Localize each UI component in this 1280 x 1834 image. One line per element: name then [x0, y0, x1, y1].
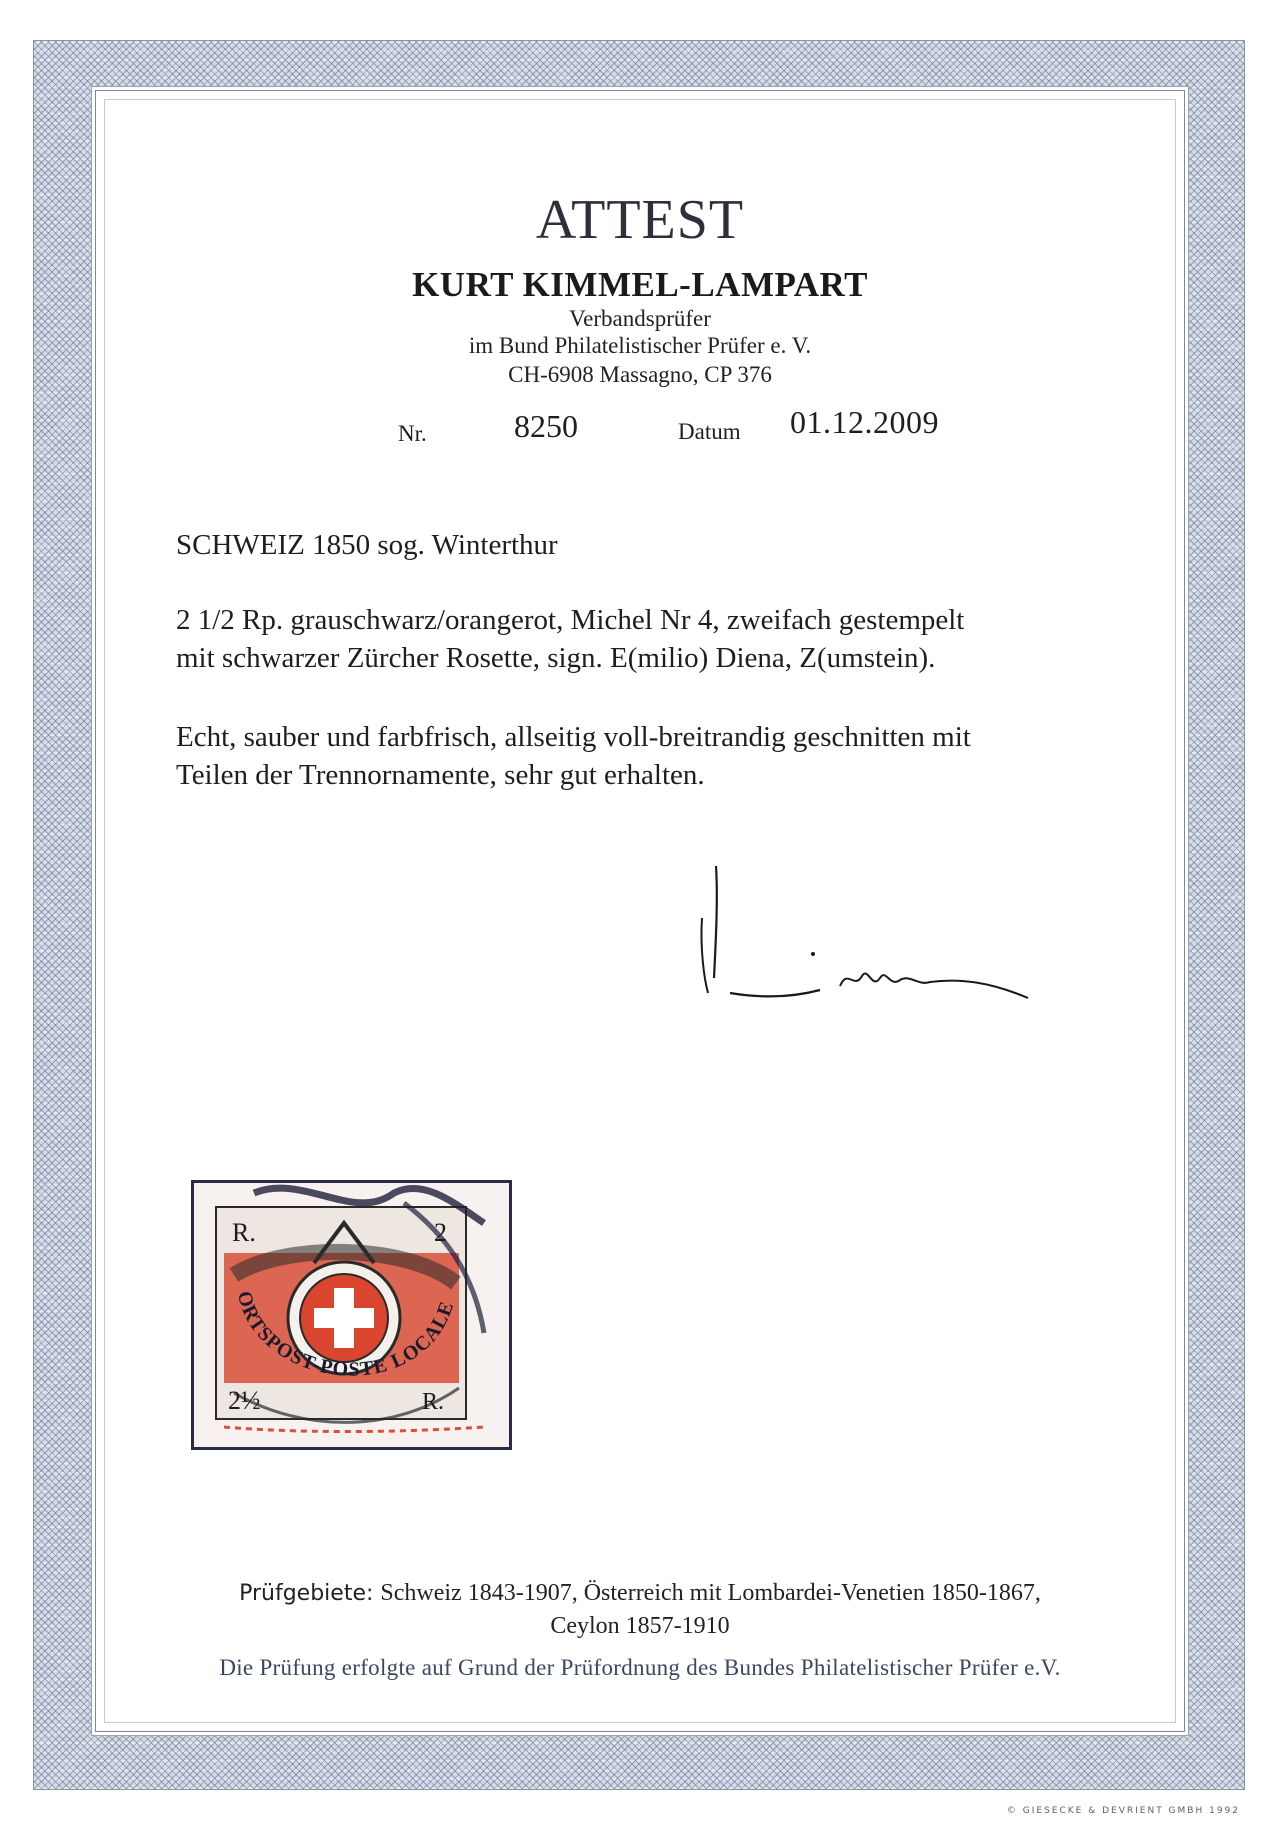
expert-name: KURT KIMMEL-LAMPART: [412, 265, 868, 304]
expert-signature: [690, 858, 1030, 1008]
stamp-corner-bl: 2½: [228, 1386, 261, 1415]
stamp-heading: SCHWEIZ 1850 sog. Winterthur: [176, 529, 558, 561]
assessment-line-1: Echt, sauber und farbfrisch, allseitig voll-breitrandig geschnitten mit: [176, 721, 971, 753]
expert-association: im Bund Philatelistischer Prüfer e. V.: [468, 333, 812, 358]
stamp-inscription: ORTSPOST-POSTE LOCALE: [232, 1288, 459, 1381]
certificate-date: 01.12.2009: [790, 404, 939, 440]
certificate-title: ATTEST: [535, 189, 745, 251]
expert-role: Verbandsprüfer: [569, 306, 711, 331]
stamp-corner-tr: 2: [434, 1218, 447, 1247]
scope-line-2: Ceylon 1857-1910: [550, 1613, 730, 1639]
stamp-corner-tl: R.: [232, 1218, 256, 1247]
stamp-corner-br: R.: [422, 1389, 445, 1415]
scope-prefix: Prüfgebiete:: [239, 1581, 374, 1606]
assessment-line-2: Teilen der Trennornamente, sehr gut erhalten.: [176, 759, 705, 791]
winterthur-stamp-image: [191, 1180, 512, 1450]
regulation-note: Die Prüfung erfolgte auf Grund der Prüfordnung des Bundes Philatelistischer Prüfer e.V.: [219, 1655, 1061, 1680]
stamp-description-line-2: mit schwarzer Zürcher Rosette, sign. E(milio) Diena, Z(umstein).: [176, 642, 936, 674]
certificate-number: 8250: [514, 408, 578, 444]
scope-text-1: Schweiz 1843-1907, Österreich mit Lombardei-Venetien 1850-1867,: [380, 1580, 1041, 1606]
printer-imprint: © GIESECKE & DEVRIENT GMBH 1992: [1006, 1806, 1240, 1816]
scope-line-1: [0, 1580, 1280, 1607]
nr-label: Nr.: [398, 421, 427, 446]
datum-label: Datum: [678, 419, 741, 444]
expert-address: CH-6908 Massagno, CP 376: [508, 362, 772, 387]
stamp-description-line-1: 2 1/2 Rp. grauschwarz/orangerot, Michel Nr 4, zweifach gestempelt: [176, 604, 965, 636]
